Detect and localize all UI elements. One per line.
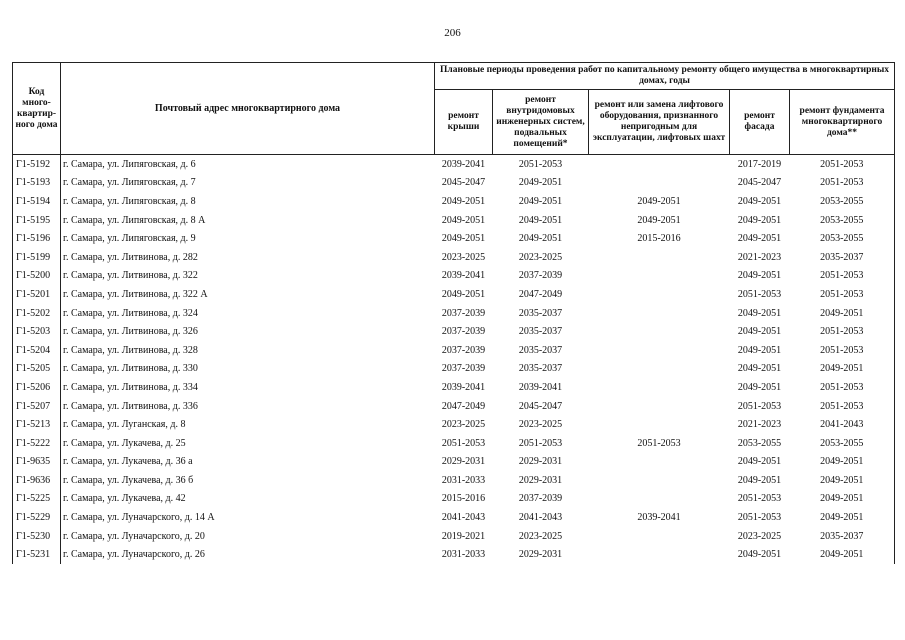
cell-address: г. Самара, ул. Литвинова, д. 336 [61, 397, 435, 416]
cell-elevator: 2049-2051 [637, 195, 681, 207]
cell-foundation: 2049-2051 [790, 508, 895, 527]
cell-engineering: 2029-2031 [518, 474, 563, 486]
cell-engineering: 2051-2053 [518, 158, 563, 170]
cell-roof: 2049-2051 [441, 233, 486, 245]
cell-foundation: 2049-2051 [790, 490, 895, 509]
cell-foundation: 2051-2053 [790, 285, 895, 304]
cell-facade: 2049-2051 [737, 195, 782, 207]
cell-elevator [589, 453, 730, 472]
table-row [13, 267, 895, 286]
header-elevator: ремонт или замена лифтового оборудования, признанного непригодным для эксплуатации, лифтовых шахт [589, 90, 730, 155]
cell-elevator [589, 360, 730, 379]
table-row [13, 378, 895, 397]
table-row [13, 341, 895, 360]
table-row [13, 211, 895, 230]
cell-roof: 2045-2047 [441, 177, 486, 189]
cell-foundation: 2049-2051 [790, 453, 895, 472]
cell-code: Г1-5196 [13, 229, 61, 248]
cell-elevator [589, 285, 730, 304]
cell-elevator [589, 527, 730, 546]
cell-facade: 2051-2053 [737, 512, 782, 524]
cell-code: Г1-5229 [13, 508, 61, 527]
cell-code: Г1-5199 [13, 248, 61, 267]
cell-foundation: 2035-2037 [790, 248, 895, 267]
cell-engineering: 2051-2053 [518, 437, 563, 449]
cell-foundation: 2049-2051 [790, 304, 895, 323]
table-row [13, 174, 895, 193]
cell-roof: 2039-2041 [441, 381, 486, 393]
cell-elevator [589, 545, 730, 564]
cell-engineering: 2047-2049 [518, 288, 563, 300]
cell-facade: 2049-2051 [737, 381, 782, 393]
cell-facade: 2049-2051 [737, 214, 782, 226]
cell-address: г. Самара, ул. Литвинова, д. 334 [61, 378, 435, 397]
cell-facade: 2023-2025 [737, 530, 782, 542]
cell-facade: 2049-2051 [737, 344, 782, 356]
cell-roof: 2037-2039 [441, 307, 486, 319]
cell-roof: 2019-2021 [441, 530, 486, 542]
cell-address: г. Самара, ул. Литвинова, д. 322 [61, 267, 435, 286]
cell-roof: 2031-2033 [441, 549, 486, 561]
table-body [13, 155, 895, 565]
cell-code: Г1-5230 [13, 527, 61, 546]
cell-foundation: 2051-2053 [790, 267, 895, 286]
cell-roof: 2015-2016 [441, 493, 486, 505]
cell-engineering: 2045-2047 [518, 400, 563, 412]
cell-facade: 2049-2051 [737, 363, 782, 375]
cell-foundation: 2053-2055 [790, 229, 895, 248]
cell-code: Г1-5213 [13, 415, 61, 434]
cell-address: г. Самара, ул. Луначарского, д. 14 А [61, 508, 435, 527]
cell-code: Г1-5231 [13, 545, 61, 564]
table-row [13, 285, 895, 304]
cell-roof: 2023-2025 [441, 251, 486, 263]
cell-address: г. Самара, ул. Липяговская, д. 9 [61, 229, 435, 248]
cell-elevator [589, 155, 730, 174]
cell-facade: 2049-2051 [737, 233, 782, 245]
table-row [13, 192, 895, 211]
cell-address: г. Самара, ул. Лукачева, д. 36 б [61, 471, 435, 490]
cell-engineering: 2023-2025 [518, 251, 563, 263]
cell-elevator [589, 322, 730, 341]
cell-roof: 2037-2039 [441, 326, 486, 338]
cell-engineering: 2037-2039 [518, 493, 563, 505]
cell-engineering: 2035-2037 [518, 363, 563, 375]
cell-engineering: 2049-2051 [518, 214, 563, 226]
table-row [13, 490, 895, 509]
header-roof: ремонт крыши [435, 90, 493, 155]
table-row [13, 229, 895, 248]
cell-code: Г1-5201 [13, 285, 61, 304]
cell-facade: 2049-2051 [737, 456, 782, 468]
cell-foundation: 2049-2051 [790, 471, 895, 490]
cell-roof: 2049-2051 [441, 195, 486, 207]
header-address: Почтовый адрес многоквартирного дома [61, 63, 435, 155]
cell-engineering: 2035-2037 [518, 326, 563, 338]
cell-facade: 2045-2047 [737, 177, 782, 189]
header-facade: ремонт фасада [730, 90, 790, 155]
cell-code: Г1-5205 [13, 360, 61, 379]
cell-engineering: 2029-2031 [518, 456, 563, 468]
cell-elevator: 2049-2051 [637, 214, 681, 226]
table-row [13, 453, 895, 472]
cell-elevator: 2051-2053 [637, 437, 681, 449]
header-engineering: ремонт внутридомовых инженерных систем, подвальных помещений* [493, 90, 589, 155]
cell-facade: 2049-2051 [737, 474, 782, 486]
cell-facade: 2049-2051 [737, 326, 782, 338]
table-row [13, 397, 895, 416]
cell-elevator [589, 490, 730, 509]
table-row [13, 508, 895, 527]
cell-address: г. Самара, ул. Литвинова, д. 324 [61, 304, 435, 323]
cell-facade: 2049-2051 [737, 270, 782, 282]
cell-engineering: 2035-2037 [518, 307, 563, 319]
cell-foundation: 2051-2053 [790, 174, 895, 193]
cell-code: Г1-5204 [13, 341, 61, 360]
cell-foundation: 2041-2043 [790, 415, 895, 434]
cell-address: г. Самара, ул. Липяговская, д. 7 [61, 174, 435, 193]
cell-address: г. Самара, ул. Лукачева, д. 36 а [61, 453, 435, 472]
capital-repair-schedule-table [12, 62, 895, 564]
cell-roof: 2029-2031 [441, 456, 486, 468]
cell-foundation: 2051-2053 [790, 341, 895, 360]
cell-roof: 2037-2039 [441, 363, 486, 375]
cell-foundation: 2051-2053 [790, 322, 895, 341]
cell-code: Г1-5202 [13, 304, 61, 323]
cell-facade: 2049-2051 [737, 307, 782, 319]
cell-code: Г1-5200 [13, 267, 61, 286]
table-row [13, 471, 895, 490]
cell-engineering: 2037-2039 [518, 270, 563, 282]
cell-roof: 2039-2041 [441, 270, 486, 282]
cell-roof: 2039-2041 [441, 158, 486, 170]
cell-engineering: 2039-2041 [518, 381, 563, 393]
table-row [13, 527, 895, 546]
cell-roof: 2037-2039 [441, 344, 486, 356]
cell-roof: 2023-2025 [441, 419, 486, 431]
cell-facade: 2051-2053 [737, 493, 782, 505]
cell-address: г. Самара, ул. Литвинова, д. 322 А [61, 285, 435, 304]
cell-code: Г1-9635 [13, 453, 61, 472]
cell-code: Г1-5222 [13, 434, 61, 453]
cell-address: г. Самара, ул. Лукачева, д. 25 [61, 434, 435, 453]
cell-foundation: 2049-2051 [790, 545, 895, 564]
cell-foundation: 2049-2051 [790, 360, 895, 379]
cell-elevator [589, 174, 730, 193]
cell-foundation: 2053-2055 [790, 211, 895, 230]
cell-foundation: 2035-2037 [790, 527, 895, 546]
table-row [13, 415, 895, 434]
cell-facade: 2051-2053 [737, 400, 782, 412]
cell-foundation: 2051-2053 [790, 397, 895, 416]
cell-elevator [589, 341, 730, 360]
cell-roof: 2051-2053 [441, 437, 486, 449]
cell-code: Г1-5207 [13, 397, 61, 416]
cell-foundation: 2051-2053 [790, 155, 895, 174]
cell-elevator: 2039-2041 [637, 512, 681, 524]
header-code: Код много-квартир-ного дома [13, 63, 61, 155]
cell-roof: 2041-2043 [441, 512, 486, 524]
cell-engineering: 2023-2025 [518, 419, 563, 431]
cell-address: г. Самара, ул. Липяговская, д. 8 [61, 192, 435, 211]
cell-elevator [589, 397, 730, 416]
cell-facade: 2049-2051 [737, 549, 782, 561]
table-row [13, 322, 895, 341]
cell-address: г. Самара, ул. Липяговская, д. 8 А [61, 211, 435, 230]
cell-code: Г1-5194 [13, 192, 61, 211]
cell-elevator [589, 267, 730, 286]
cell-roof: 2031-2033 [441, 474, 486, 486]
cell-address: г. Самара, ул. Литвинова, д. 326 [61, 322, 435, 341]
cell-foundation: 2053-2055 [790, 192, 895, 211]
cell-elevator [589, 471, 730, 490]
cell-address: г. Самара, ул. Луначарского, д. 20 [61, 527, 435, 546]
cell-foundation: 2051-2053 [790, 378, 895, 397]
cell-address: г. Самара, ул. Литвинова, д. 330 [61, 360, 435, 379]
cell-facade: 2017-2019 [737, 158, 782, 170]
cell-engineering: 2023-2025 [518, 530, 563, 542]
cell-code: Г1-5192 [13, 155, 61, 174]
cell-code: Г1-5203 [13, 322, 61, 341]
cell-facade: 2021-2023 [737, 419, 782, 431]
cell-address: г. Самара, ул. Липяговская, д. 6 [61, 155, 435, 174]
cell-engineering: 2049-2051 [518, 233, 563, 245]
table-row [13, 360, 895, 379]
cell-facade: 2021-2023 [737, 251, 782, 263]
cell-engineering: 2041-2043 [518, 512, 563, 524]
cell-engineering: 2035-2037 [518, 344, 563, 356]
cell-address: г. Самара, ул. Литвинова, д. 282 [61, 248, 435, 267]
cell-code: Г1-9636 [13, 471, 61, 490]
cell-foundation: 2053-2055 [790, 434, 895, 453]
cell-code: Г1-5206 [13, 378, 61, 397]
cell-roof: 2049-2051 [441, 288, 486, 300]
table-row [13, 304, 895, 323]
cell-facade: 2051-2053 [737, 288, 782, 300]
cell-code: Г1-5195 [13, 211, 61, 230]
cell-roof: 2047-2049 [441, 400, 486, 412]
cell-code: Г1-5225 [13, 490, 61, 509]
cell-elevator [589, 415, 730, 434]
cell-roof: 2049-2051 [441, 214, 486, 226]
cell-address: г. Самара, ул. Луначарского, д. 26 [61, 545, 435, 564]
page-number: 206 [444, 27, 461, 39]
table-row [13, 545, 895, 564]
cell-elevator: 2015-2016 [637, 233, 681, 245]
cell-elevator [589, 248, 730, 267]
table-row [13, 155, 895, 174]
cell-address: г. Самара, ул. Лукачева, д. 42 [61, 490, 435, 509]
cell-engineering: 2049-2051 [518, 177, 563, 189]
cell-address: г. Самара, ул. Луганская, д. 8 [61, 415, 435, 434]
header-periods-title: Плановые периоды проведения работ по капитальному ремонту общего имущества в многоквартирных домах, годы [435, 63, 895, 90]
cell-engineering: 2049-2051 [518, 195, 563, 207]
table-row [13, 434, 895, 453]
cell-address: г. Самара, ул. Литвинова, д. 328 [61, 341, 435, 360]
header-foundation: ремонт фундамента многоквартирного дома** [790, 90, 895, 155]
cell-elevator [589, 378, 730, 397]
cell-engineering: 2029-2031 [518, 549, 563, 561]
cell-elevator [589, 304, 730, 323]
cell-code: Г1-5193 [13, 174, 61, 193]
table-row [13, 248, 895, 267]
cell-facade: 2053-2055 [737, 437, 782, 449]
